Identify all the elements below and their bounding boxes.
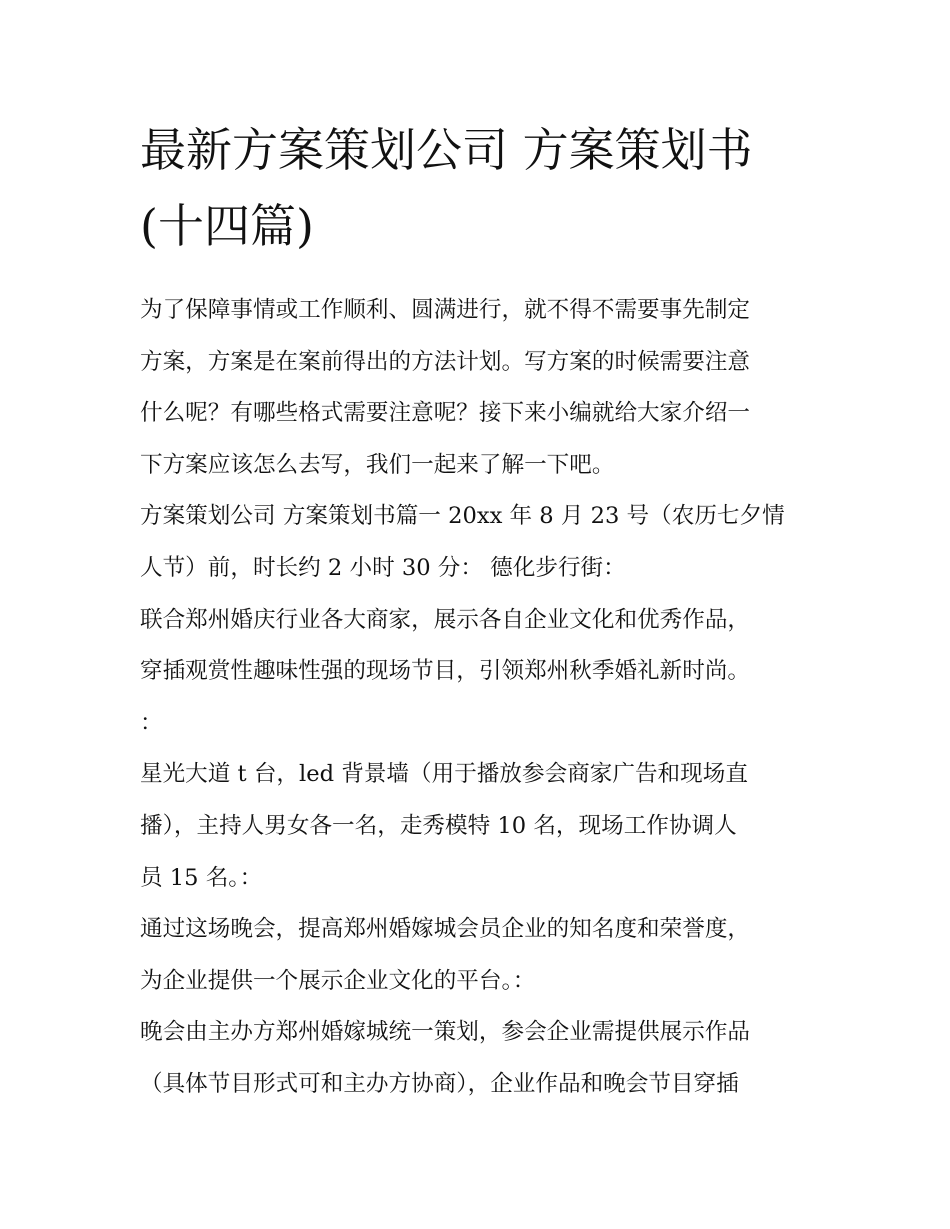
text-line: 通过这场晚会，提高郑州婚嫁城会员企业的知名度和荣誉度， [140,916,751,943]
text-line: 为企业提供一个展示企业文化的平台。： [140,967,536,994]
text-line: 为了保障事情或工作顺利、圆满进行，就不得不需要事先制定 [140,297,751,323]
text-line: 人节）前，时长约 2 小时 30 分： 德化步行街： [140,554,626,581]
paragraph-intro [140,285,815,491]
paragraph-arrangement [140,1007,815,1110]
paragraph-purpose [140,595,815,750]
text-line: 播），主持人男女各一名，走秀模特 10 名，现场工作协调人 [140,812,737,839]
paragraph-goal [140,904,815,1007]
text-line: 方案，方案是在案前得出的方法计划。写方案的时候需要注意 [140,348,751,375]
title-line-2: (十四篇) [140,199,314,253]
title-line-1: 最新方案策划公司 方案策划书 [140,123,753,177]
text-line: 联合郑州婚庆行业各大商家，展示各自企业文化和优秀作品， [140,606,751,633]
document-page [140,112,815,1111]
text-line: 员 15 名。： [140,864,263,891]
document-title [140,112,815,264]
text-line: 星光大道 t 台，led 背景墙（用于播放参会商家广告和现场直 [140,761,748,788]
text-line: （具体节目形式可和主办方协商），企业作品和晚会节目穿插 [140,1070,739,1097]
text-line: 方案策划公司 方案策划书篇一 20xx 年 8 月 23 号（农历七夕情 [140,503,785,530]
text-line: 什么呢？有哪些格式需要注意呢？接下来小编就给大家介绍一 [140,400,751,427]
text-line: 晚会由主办方郑州婚嫁城统一策划，参会企业需提供展示作品 [140,1019,751,1046]
document-body [140,285,815,1111]
text-line: ： [140,709,163,736]
paragraph-section-one [140,491,815,594]
paragraph-setup [140,749,815,904]
text-line: 下方案应该怎么去写，我们一起来了解一下吧。 [140,451,615,478]
text-line: 穿插观赏性趣味性强的现场节目，引领郑州秋季婚礼新时尚。 [140,658,751,685]
